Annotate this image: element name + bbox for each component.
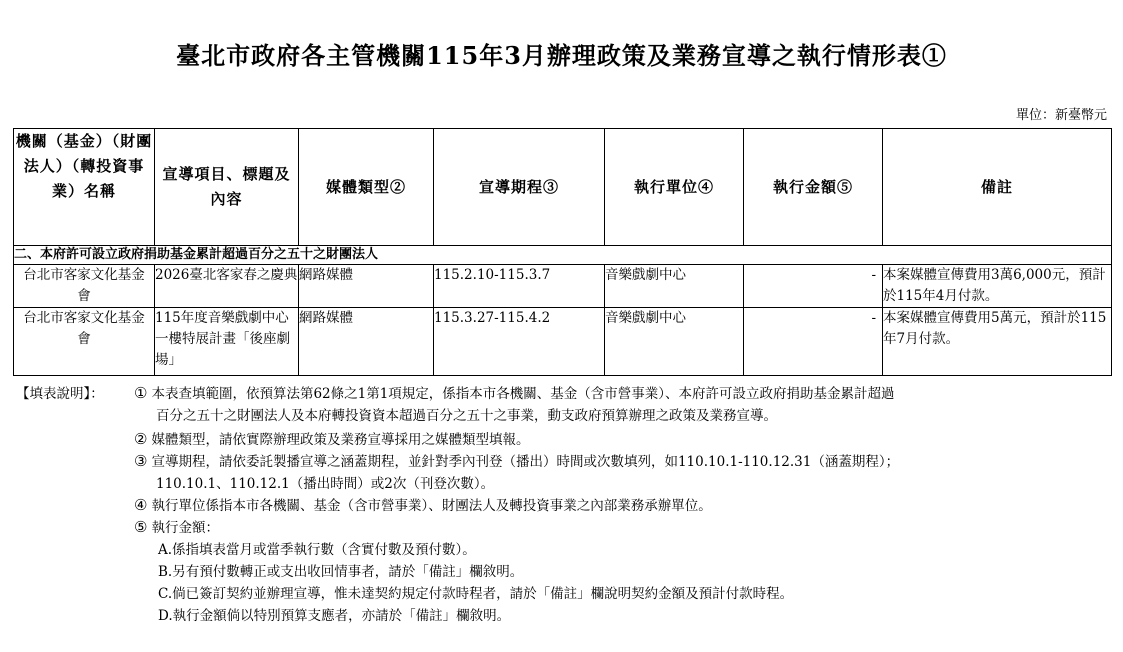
note-5 xyxy=(134,516,219,536)
note-1-mark: ① xyxy=(134,384,148,402)
note-4 xyxy=(134,494,712,514)
cell-item: 115年度音樂戲劇中心一樓特展計畫「後座劇場」 xyxy=(155,308,299,376)
cell-period: 115.2.10-115.3.7 xyxy=(434,265,605,308)
note-2 xyxy=(134,428,529,448)
note-3-mark: ③ xyxy=(134,452,148,470)
cell-item: 2026臺北客家春之慶典 xyxy=(155,265,299,308)
section-row xyxy=(14,246,1112,265)
header-unit: 執行單位④ xyxy=(605,129,744,246)
cell-org: 台北市客家文化基金會 xyxy=(14,265,155,308)
note-5-text: 執行金額： xyxy=(151,520,219,536)
cell-remark: 本案媒體宣傳費用5萬元，預計於115年7月付款。 xyxy=(883,308,1112,376)
table-row xyxy=(14,308,1112,376)
note-5-c: C.倘已簽訂契約並辦理宣導，惟未達契約規定付款時程者，請於「備註」欄說明契約金額及預計付款時程。 xyxy=(158,586,794,602)
note-4-mark: ④ xyxy=(134,496,148,514)
note-3 xyxy=(134,450,899,470)
note-5-mark: ⑤ xyxy=(134,518,148,536)
header-amount: 執行金額⑤ xyxy=(744,129,883,246)
note-2-mark: ② xyxy=(134,430,148,448)
header-period: 宣導期程③ xyxy=(434,129,605,246)
note-3-text: 宣導期程，請依委託製播宣導之涵蓋期程，並針對季內刊登（播出）時間或次數填列，如110.10.1-110.12.31（涵蓋期程）； xyxy=(151,454,900,470)
cell-period: 115.3.27-115.4.2 xyxy=(434,308,605,376)
header-row xyxy=(14,129,1112,246)
note-2-text: 媒體類型，請依實際辦理政策及業務宣導採用之媒體類型填報。 xyxy=(151,432,530,448)
execution-table xyxy=(13,128,1112,376)
cell-amount: - xyxy=(744,265,883,308)
header-org: 機關（基金）（財團法人）（轉投資事業）名稱 xyxy=(14,129,155,246)
header-media: 媒體類型② xyxy=(299,129,434,246)
note-1-cont: 百分之五十之財團法人及本府轉投資資本超過百分之五十之事業，動支政府預算辦理之政策及業務宣導。 xyxy=(156,408,777,424)
header-item: 宣導項目、標題及內容 xyxy=(155,129,299,246)
note-3-cont: 110.10.1、110.12.1（播出時間）或2次（刊登次數）。 xyxy=(156,476,495,492)
note-5-b: B.另有預付數轉正或支出收回情事者，請於「備註」欄敘明。 xyxy=(158,564,524,580)
note-1 xyxy=(134,382,895,402)
cell-remark: 本案媒體宣傳費用3萬6,000元，預計於115年4月付款。 xyxy=(883,265,1112,308)
currency-unit: 單位：新臺幣元 xyxy=(1015,108,1107,123)
note-5-a: A.係指填表當月或當季執行數（含實付數及預付數）。 xyxy=(158,542,476,558)
table-row xyxy=(14,265,1112,308)
section-title: 二、本府許可設立政府捐助基金累計超過百分之五十之財團法人 xyxy=(14,246,1112,265)
cell-org: 台北市客家文化基金會 xyxy=(14,308,155,376)
note-4-text: 執行單位係指本市各機關、基金（含市營事業）、財團法人及轉投資事業之內部業務承辦單位。 xyxy=(151,498,712,514)
notes-label: 【填表說明】： xyxy=(16,386,104,402)
note-5-d: D.執行金額倘以特別預算支應者，亦請於「備註」欄敘明。 xyxy=(158,608,511,624)
cell-unit: 音樂戲劇中心 xyxy=(605,308,744,376)
cell-media: 網路媒體 xyxy=(299,265,434,308)
cell-amount: - xyxy=(744,308,883,376)
header-remark: 備註 xyxy=(883,129,1112,246)
cell-media: 網路媒體 xyxy=(299,308,434,376)
cell-unit: 音樂戲劇中心 xyxy=(605,265,744,308)
note-1-text: 本表查填範圍，依預算法第62條之1第1項規定，係指本市各機關、基金（含市營事業）、本府許可設立政府捐助基金累計超過 xyxy=(151,386,895,402)
page-title: 臺北市政府各主管機關115年3月辦理政策及業務宣導之執行情形表① xyxy=(176,41,947,70)
